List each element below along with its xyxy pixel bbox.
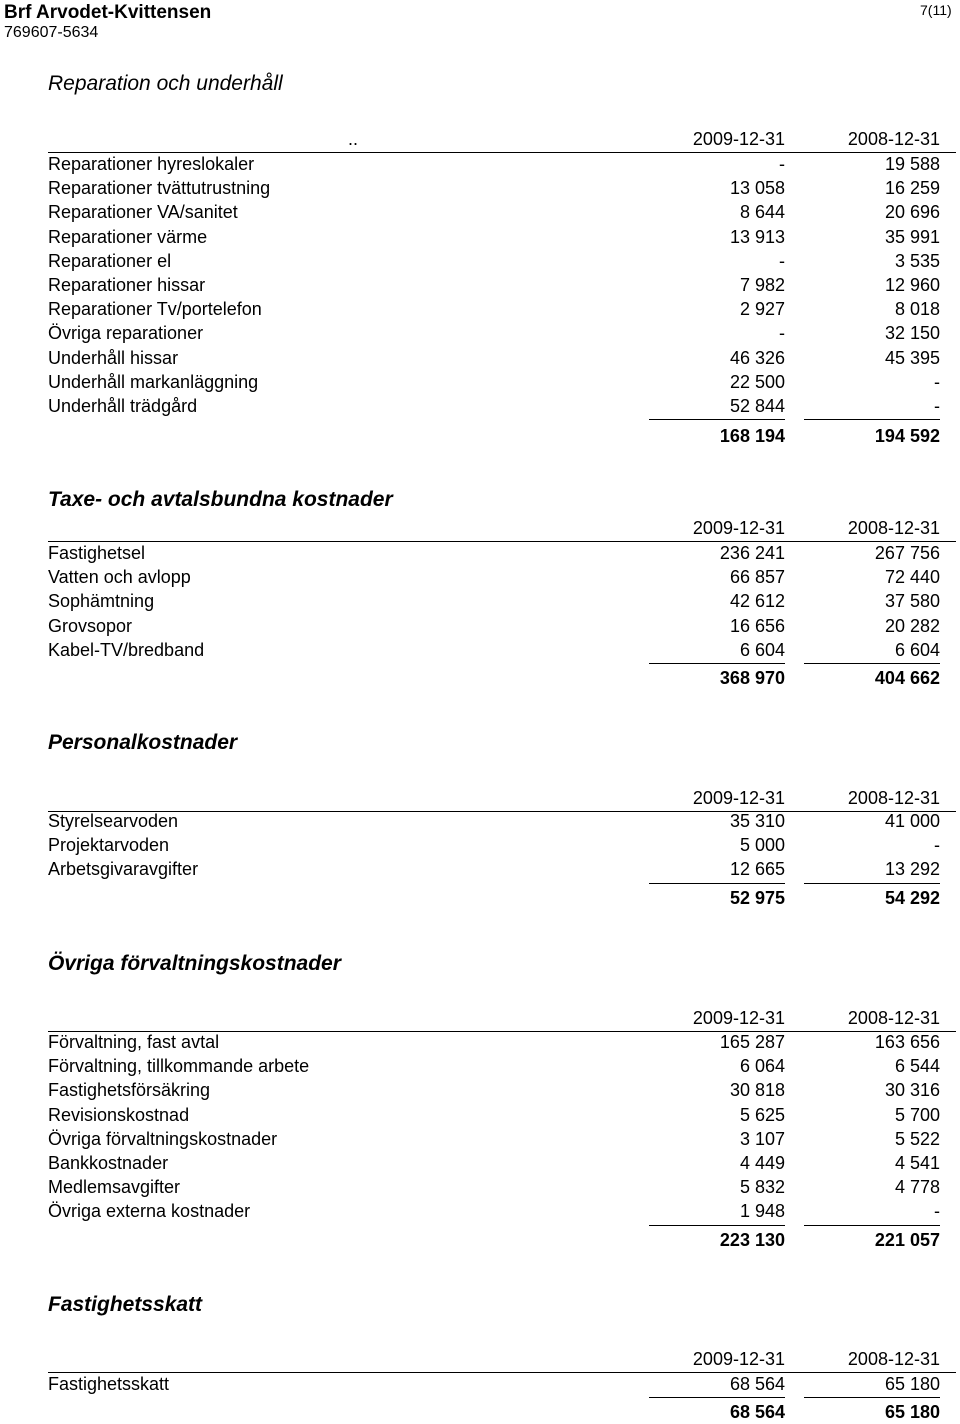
row-label: Underhåll markanläggning	[48, 371, 259, 392]
row-label: Arbetsgivaravgifter	[48, 859, 199, 880]
total-2008: 404 662	[874, 668, 940, 688]
value-2008: 16 259	[884, 178, 940, 199]
row-label: Projektarvoden	[48, 835, 170, 856]
row-label: Fastighetsskatt	[48, 1374, 170, 1394]
table-row	[48, 565, 940, 589]
table-row	[48, 1103, 940, 1127]
total-2008: 194 592	[874, 426, 940, 446]
value-2008: 20 282	[884, 615, 940, 636]
value-2009: 30 818	[729, 1080, 785, 1101]
value-2008: -	[934, 1201, 940, 1222]
table-row	[48, 1151, 940, 1175]
value-2009: 22 500	[729, 371, 785, 392]
value-2008: 37 580	[884, 591, 940, 612]
value-2009: 52 844	[729, 396, 785, 416]
value-2008: 5 522	[894, 1128, 940, 1149]
table-row	[48, 857, 940, 881]
table-row	[48, 541, 940, 565]
value-2009: 236 241	[719, 543, 785, 563]
value-2009: 165 287	[719, 1032, 785, 1052]
table-row	[48, 370, 940, 394]
row-label: Reparationer hyreslokaler	[48, 154, 255, 174]
value-2008: 41 000	[884, 811, 940, 831]
column-header-2008: 2008-12-31	[847, 788, 940, 808]
total-row	[48, 424, 940, 448]
value-2009: 6 064	[739, 1056, 785, 1077]
row-label: Förvaltning, fast avtal	[48, 1032, 220, 1052]
table-row	[48, 1175, 940, 1199]
table-row	[48, 225, 940, 249]
sum-line-2009	[649, 419, 785, 420]
total-2009: 223 130	[719, 1230, 785, 1250]
section-title: Fastighetsskatt	[48, 1293, 203, 1316]
value-2008: 4 541	[894, 1153, 940, 1173]
column-header-row	[48, 1006, 940, 1030]
sum-line-2009	[649, 883, 785, 884]
row-label: Grovsopor	[48, 615, 133, 636]
row-label: Revisionskostnad	[48, 1104, 190, 1125]
row-label: Underhåll trädgård	[48, 396, 198, 416]
sum-line-2008	[804, 1397, 940, 1398]
total-2009: 368 970	[719, 668, 785, 688]
row-label: Sophämtning	[48, 591, 155, 612]
total-2008: 54 292	[884, 888, 940, 908]
row-label: Underhåll hissar	[48, 347, 179, 368]
row-label: Kabel-TV/bredband	[48, 639, 205, 660]
column-header-row	[48, 786, 940, 810]
column-header-2009: 2009-12-31	[692, 788, 785, 808]
value-2008: 19 588	[884, 154, 940, 174]
value-2008: 163 656	[874, 1032, 940, 1052]
table-row	[48, 152, 940, 176]
column-header-2008: 2008-12-31	[847, 1349, 940, 1369]
row-label: Vatten och avlopp	[48, 567, 191, 588]
value-2009: 16 656	[729, 615, 785, 636]
row-label: Styrelsearvoden	[48, 811, 179, 831]
value-2009: 35 310	[729, 811, 785, 831]
value-2008: -	[934, 396, 940, 416]
table-row	[48, 321, 940, 345]
value-2008: 8 018	[894, 299, 940, 320]
row-label: Övriga förvaltningskostnader	[48, 1128, 278, 1149]
value-2009: -	[779, 154, 785, 174]
column-header-2009: 2009-12-31	[692, 129, 785, 149]
value-2009: 5 000	[739, 835, 785, 856]
value-2009: 6 604	[739, 639, 785, 660]
row-label: Medlemsavgifter	[48, 1177, 181, 1198]
value-2008: 65 180	[884, 1374, 940, 1394]
value-2009: 42 612	[729, 591, 785, 612]
sum-line-2008	[804, 419, 940, 420]
table-row	[48, 809, 940, 833]
value-2008: -	[934, 371, 940, 392]
table-row	[48, 1372, 940, 1396]
column-header-row	[48, 127, 940, 151]
value-2009: 13 913	[729, 226, 785, 247]
value-2008: 5 700	[894, 1104, 940, 1125]
row-label: Reparationer Tv/portelefon	[48, 299, 262, 320]
table-row	[48, 394, 940, 418]
column-header-row	[48, 1347, 940, 1371]
value-2009: 66 857	[729, 567, 785, 588]
row-label: Bankkostnader	[48, 1153, 169, 1173]
total-row	[48, 666, 940, 690]
total-row	[48, 886, 940, 910]
value-2008: 13 292	[884, 859, 940, 880]
table-row	[48, 200, 940, 224]
value-2009: 3 107	[739, 1128, 785, 1149]
page-number: 7(11)	[920, 2, 952, 18]
section-title: Personalkostnader	[48, 731, 238, 754]
section-title: Reparation och underhåll	[48, 72, 283, 95]
column-header-2008: 2008-12-31	[847, 1008, 940, 1028]
org-number: 769607-5634	[4, 24, 99, 41]
row-label: Förvaltning, tillkommande arbete	[48, 1056, 310, 1077]
row-label: Reparationer värme	[48, 226, 208, 247]
table-row	[48, 638, 940, 662]
value-2008: 30 316	[884, 1080, 940, 1101]
value-2008: 3 535	[894, 250, 940, 271]
total-2009: 168 194	[719, 426, 785, 446]
value-2009: 13 058	[729, 178, 785, 199]
table-row	[48, 833, 940, 857]
table-row	[48, 1078, 940, 1102]
table-row	[48, 249, 940, 273]
total-2009: 68 564	[729, 1402, 785, 1422]
value-2009: 2 927	[739, 299, 785, 320]
table-row	[48, 1054, 940, 1078]
value-2008: 6 544	[894, 1056, 940, 1077]
row-label: Reparationer VA/sanitet	[48, 202, 238, 223]
total-2009: 52 975	[729, 888, 785, 908]
value-2008: 72 440	[884, 567, 940, 588]
column-header-row	[48, 516, 940, 540]
association-name: Brf Arvodet-Kvittensen	[4, 2, 212, 23]
value-2009: 8 644	[739, 202, 785, 223]
row-label: Fastighetsförsäkring	[48, 1080, 211, 1101]
total-row	[48, 1400, 940, 1424]
value-2009: 12 665	[729, 859, 785, 880]
value-2008: 12 960	[884, 275, 940, 295]
row-label: Reparationer el	[48, 250, 172, 271]
table-row	[48, 1199, 940, 1223]
value-2008: 45 395	[884, 347, 940, 368]
column-header-2009: 2009-12-31	[692, 518, 785, 538]
row-label: Reparationer tvättutrustning	[48, 178, 271, 199]
total-2008: 221 057	[874, 1230, 940, 1250]
column-header-2008: 2008-12-31	[847, 518, 940, 538]
section-title: Övriga förvaltningskostnader	[48, 952, 341, 975]
value-2008: 267 756	[874, 543, 940, 563]
value-2008: 20 696	[884, 202, 940, 223]
table-row	[48, 589, 940, 613]
sum-line-2008	[804, 663, 940, 664]
table-row	[48, 176, 940, 200]
value-2009: 5 625	[739, 1104, 785, 1125]
value-2008: 35 991	[884, 226, 940, 247]
sum-line-2009	[649, 1225, 785, 1226]
row-label: Övriga externa kostnader	[48, 1201, 251, 1222]
total-row	[48, 1228, 940, 1252]
column-header-2008: 2008-12-31	[847, 129, 940, 149]
total-2008: 65 180	[884, 1402, 940, 1422]
value-2009: -	[779, 323, 785, 344]
column-header-marker: ..	[348, 129, 359, 149]
value-2008: 4 778	[894, 1177, 940, 1198]
value-2008: 32 150	[884, 323, 940, 344]
value-2009: 68 564	[729, 1374, 785, 1394]
sum-line-2008	[804, 1225, 940, 1226]
sum-line-2009	[649, 663, 785, 664]
row-label: Övriga reparationer	[48, 323, 204, 344]
table-row	[48, 273, 940, 297]
table-row	[48, 1127, 940, 1151]
value-2008: 6 604	[894, 639, 940, 660]
table-row	[48, 346, 940, 370]
value-2009: 1 948	[739, 1201, 785, 1222]
value-2009: 5 832	[739, 1177, 785, 1198]
value-2008: -	[934, 835, 940, 856]
value-2009: 4 449	[739, 1153, 785, 1173]
column-header-2009: 2009-12-31	[692, 1349, 785, 1369]
column-header-2009: 2009-12-31	[692, 1008, 785, 1028]
sum-line-2009	[649, 1397, 785, 1398]
value-2009: -	[779, 250, 785, 271]
value-2009: 7 982	[739, 275, 785, 295]
table-row	[48, 614, 940, 638]
table-row	[48, 297, 940, 321]
row-label: Fastighetsel	[48, 543, 146, 563]
table-row	[48, 1030, 940, 1054]
value-2009: 46 326	[729, 347, 785, 368]
row-label: Reparationer hissar	[48, 275, 206, 295]
section-title: Taxe- och avtalsbundna kostnader	[48, 488, 393, 511]
sum-line-2008	[804, 883, 940, 884]
